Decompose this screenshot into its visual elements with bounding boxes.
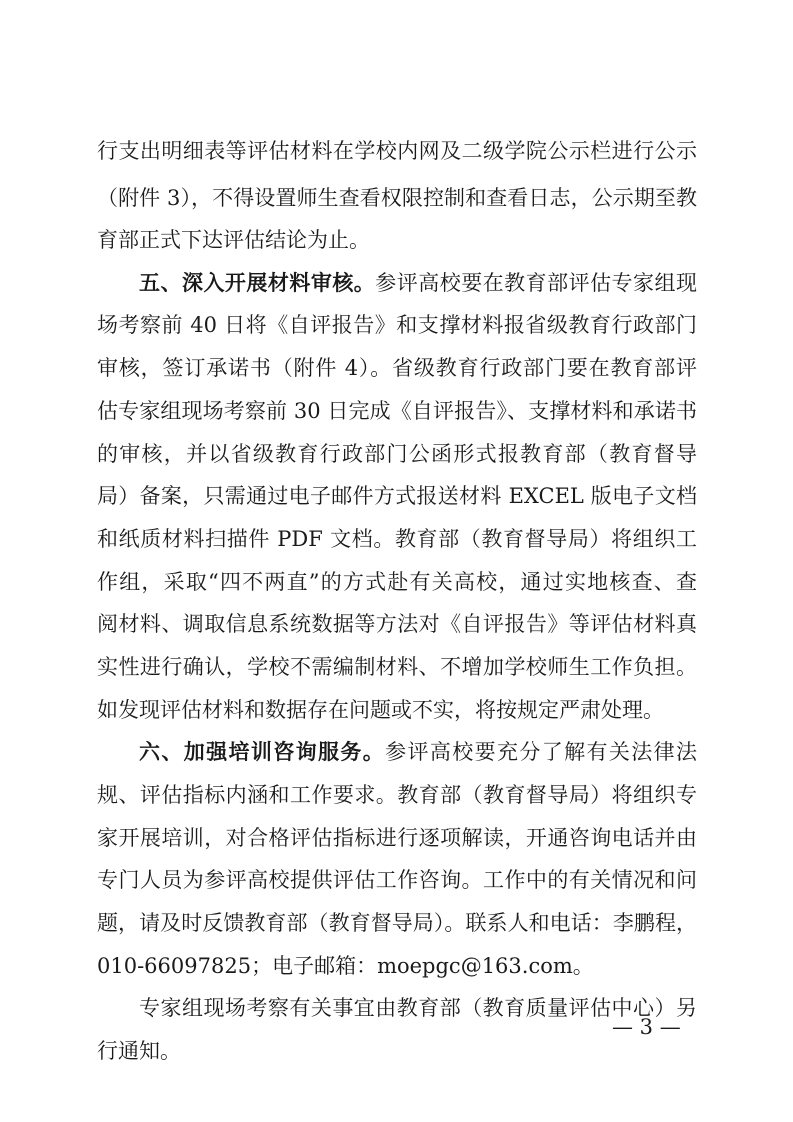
section-six-heading: 六、加强培训咨询服务。	[139, 740, 386, 764]
section-five-heading: 五、深入开展材料审核。	[139, 271, 376, 295]
paragraph-1-line-3: 育部正式下达评估结论为止。	[97, 228, 370, 252]
paragraph-3-line-4: 专门人员为参评高校提供评估工作咨询。工作中的有关情况和问	[97, 868, 697, 892]
paragraph-1-line-1: 行支出明细表等评估材料在学校内网及二级学院公示栏进行公示	[97, 139, 697, 163]
paragraph-2-line-3: 审核，签订承诺书（附件 4）。省级教育行政部门要在教育部评	[97, 356, 697, 380]
paragraph-3-line-1-text: 参评高校要充分了解有关法律法	[385, 740, 697, 764]
page-number: — 3 —	[612, 1015, 681, 1039]
paragraph-3-line-3: 家开展培训，对合格评估指标进行逐项解读，开通咨询电话并由	[97, 826, 697, 850]
paragraph-3-line-5: 题，请及时反馈教育部（教育督导局）。联系人和电话：李鹏程，	[97, 911, 697, 935]
paragraph-4-line-1: 专家组现场考察有关事宜由教育部（教育质量评估中心）另	[139, 996, 697, 1020]
paragraph-2-line-4: 估专家组现场考察前 30 日完成《自评报告》、支撑材料和承诺书	[97, 399, 697, 423]
paragraph-2-line-10: 实性进行确认，学校不需编制材料、不增加学校师生工作负担。	[97, 655, 697, 679]
paragraph-3-line-6: 010-66097825；电子邮箱：moepgc@163.com。	[97, 954, 594, 978]
paragraph-2-line-1-text: 参评高校要在教育部评估专家组现	[375, 271, 697, 295]
paragraph-2-line-8: 作组，采取“四不两直”的方式赴有关高校，通过实地核查、查	[97, 570, 697, 594]
paragraph-2-line-5: 的审核，并以省级教育行政部门公函形式报教育部（教育督导	[97, 442, 697, 466]
paragraph-1-line-2: （附件 3），不得设置师生查看权限控制和查看日志，公示期至教	[97, 186, 697, 210]
paragraph-2-line-2: 场考察前 40 日将《自评报告》和支撑材料报省级教育行政部门	[97, 313, 697, 337]
paragraph-2-line-11: 如发现评估材料和数据存在问题或不实，将按规定严肃处理。	[97, 698, 664, 722]
paragraph-3-line-2: 规、评估指标内涵和工作要求。教育部（教育督导局）将组织专	[97, 783, 697, 807]
paragraph-3-line-1	[139, 738, 697, 766]
paragraph-4-line-2: 行通知。	[97, 1039, 181, 1063]
paragraph-2-line-7: 和纸质材料扫描件 PDF 文档。教育部（教育督导局）将组织工	[97, 527, 697, 551]
paragraph-2-line-6: 局）备案，只需通过电子邮件方式报送材料 EXCEL 版电子文档	[97, 484, 697, 508]
paragraph-2-line-1	[139, 269, 697, 297]
paragraph-2-line-9: 阅材料、调取信息系统数据等方法对《自评报告》等评估材料真	[97, 612, 697, 636]
